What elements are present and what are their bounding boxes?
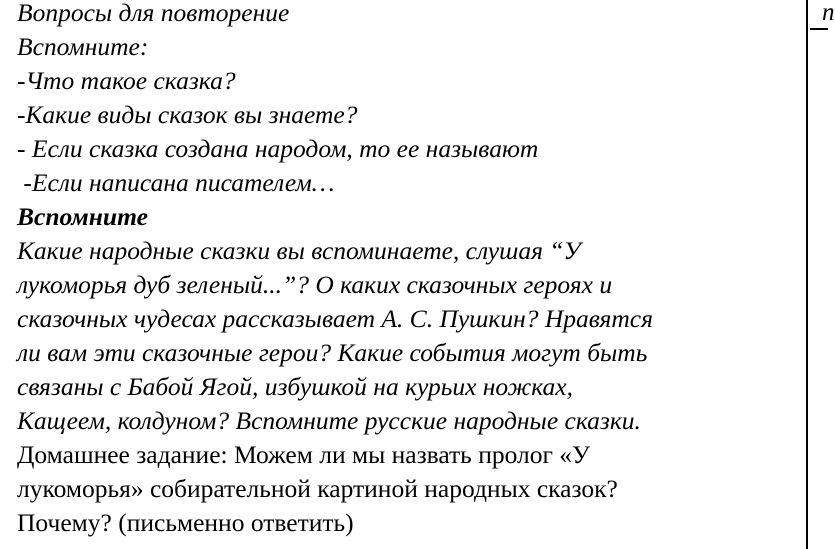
paragraph-line: Кащеем, колдуном? Вспомните русские народные сказки. xyxy=(17,406,641,435)
heading-review-questions: Вопросы для повторение xyxy=(17,0,290,27)
remember-heading: Вспомните xyxy=(17,202,148,231)
homework-line: Почему? (письменно ответить) xyxy=(17,508,354,537)
paragraph-line: Какие народные сказки вы вспоминаете, слушая “У xyxy=(17,236,581,265)
question-item: -Если написана писателем… xyxy=(17,168,335,197)
side-text-fragment: п xyxy=(822,0,835,26)
paragraph-line: лукоморья дуб зеленый...”? О каких сказочных героях и xyxy=(17,270,613,299)
paragraph-line: ли вам эти сказочные герои? Какие события могут быть xyxy=(17,338,648,367)
homework-line: Домашнее задание: Можем ли мы назвать пролог «У xyxy=(17,440,591,469)
paragraph-line: связаны с Бабой Ягой, избушкой на курьих ножках, xyxy=(17,372,573,401)
remember-label: Вспомните: xyxy=(17,32,149,61)
question-item: -Какие виды сказок вы знаете? xyxy=(17,100,358,129)
homework-line: лукоморья» собирательной картиной народных сказок? xyxy=(17,474,618,503)
question-item: -Что такое сказка? xyxy=(17,66,236,95)
question-item: - Если сказка создана народом, то ее называют xyxy=(17,134,539,163)
paragraph-line: сказочных чудесах рассказывает А. С. Пушкин? Нравятся xyxy=(17,304,653,333)
table-cell-side xyxy=(810,0,835,30)
